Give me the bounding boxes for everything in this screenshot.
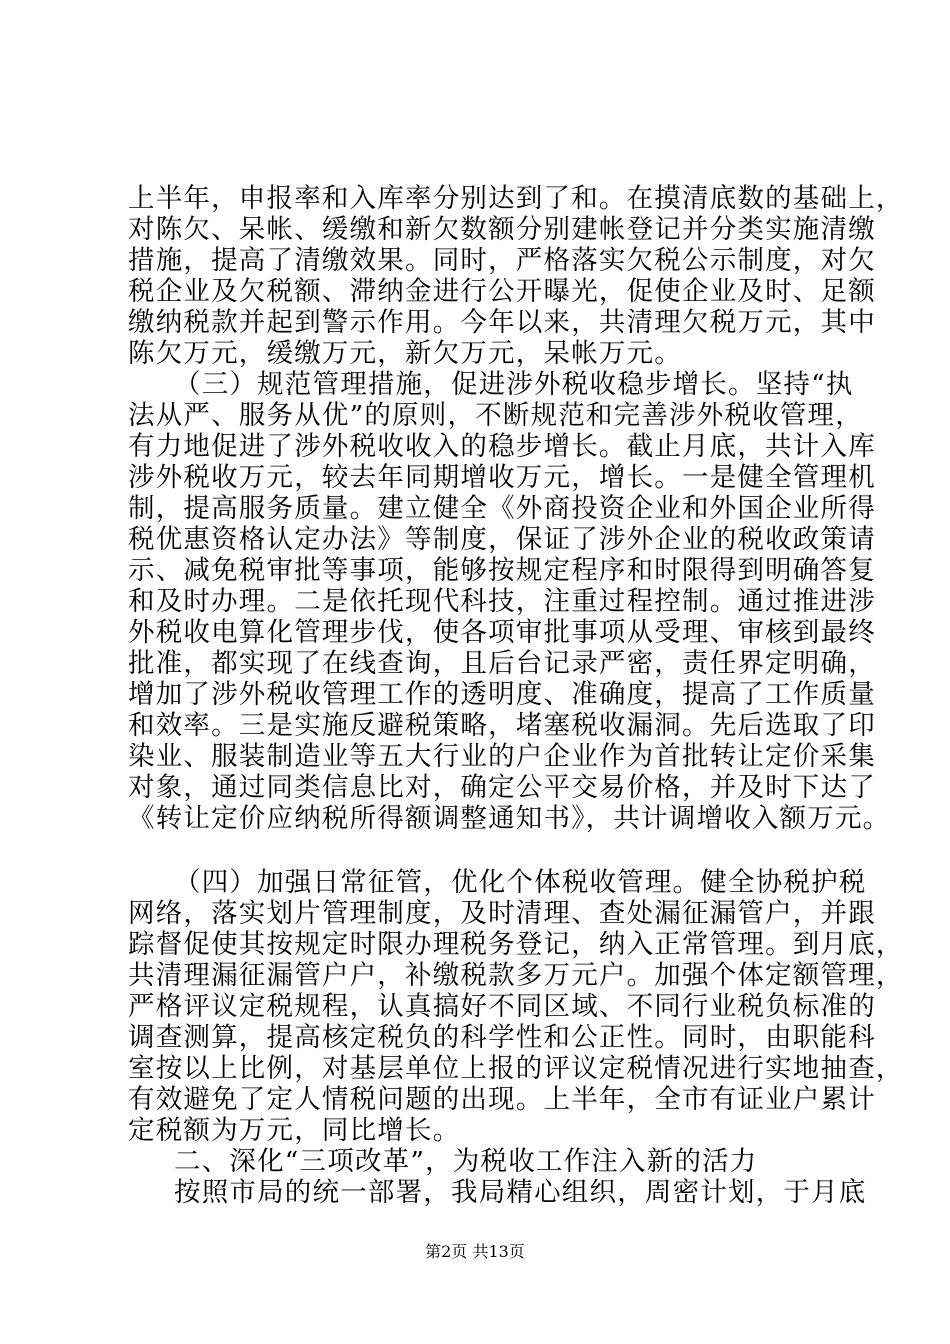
- text-line: 措施，提高了清缴效果。同时，严格落实欠税公示制度，对欠: [128, 245, 876, 276]
- text-line: 网络，落实划片管理制度，及时清理、查处漏征漏管户，并跟: [128, 898, 876, 929]
- text-line: 批准，都实现了在线查询，且后台记录严密，责任界定明确，: [128, 648, 876, 679]
- paragraph-heading: （四）加强日常征管，优化个体税收管理。健全协税护税: [174, 867, 867, 898]
- text-line: 陈欠万元，缓缴万元，新欠万元，呆帐万元。: [128, 338, 682, 369]
- text-line: 严格评议定税规程，认真搞好不同区域、不同行业税负标准的: [128, 991, 876, 1022]
- paragraph-heading: （三）规范管理措施，促进涉外税收稳步增长。坚持“执: [174, 369, 854, 400]
- text-line: 有力地促进了涉外税收收入的稳步增长。截止月底，共计入库: [128, 431, 876, 462]
- text-line: 按照市局的统一部署，我局精心组织，周密计划，于月底: [174, 1177, 867, 1208]
- text-line: 共清理漏征漏管户户，补缴税款多万元户。加强个体定额管理，: [128, 960, 904, 991]
- text-line: 增加了涉外税收管理工作的透明度、准确度，提高了工作质量: [128, 679, 876, 710]
- text-line: 上半年，申报率和入库率分别达到了和。在摸清底数的基础上，: [128, 183, 904, 214]
- text-line: 和及时办理。二是依托现代科技，注重过程控制。通过推进涉: [128, 586, 876, 617]
- text-line: 对象，通过同类信息比对，确定公平交易价格，并及时下达了: [128, 772, 876, 803]
- text-line: 税企业及欠税额、滞纳金进行公开曝光，促使企业及时、足额: [128, 276, 876, 307]
- section-heading: 二、深化“三项改革”，为税收工作注入新的活力: [174, 1146, 758, 1177]
- text-line: 《转让定价应纳税所得额调整通知书》，共计调增收入额万元。: [128, 803, 891, 834]
- text-line: 外税收电算化管理步伐，使各项审批事项从受理、审核到最终: [128, 617, 876, 648]
- text-line: 法从严、服务从优”的原则，不断规范和完善涉外税收管理，: [128, 400, 863, 431]
- text-line: 税优惠资格认定办法》等制度，保证了涉外企业的税收政策请: [128, 524, 876, 555]
- text-line: 缴纳税款并起到警示作用。今年以来，共清理欠税万元，其中: [128, 307, 876, 338]
- text-line: 室按以上比例，对基层单位上报的评议定税情况进行实地抽查，: [128, 1053, 904, 1084]
- text-line: 调查测算，提高核定税负的科学性和公正性。同时，由职能科: [128, 1022, 876, 1053]
- text-line: 和效率。三是实施反避税策略，堵塞税收漏洞。先后选取了印: [128, 710, 876, 741]
- text-line: 涉外税收万元，较去年同期增收万元，增长。一是健全管理机: [128, 462, 876, 493]
- text-line: 染业、服装制造业等五大行业的户企业作为首批转让定价采集: [128, 741, 876, 772]
- text-line: 踪督促使其按规定时限办理税务登记，纳入正常管理。到月底，: [128, 929, 904, 960]
- text-line: 有效避免了定人情税问题的出现。上半年，全市有证业户累计: [128, 1084, 876, 1115]
- text-line: 示、减免税审批等事项，能够按规定程序和时限得到明确答复: [128, 555, 876, 586]
- page-number-footer: 第2页 共13页: [425, 1242, 525, 1261]
- text-line: 定税额为万元，同比增长。: [128, 1115, 461, 1146]
- text-line: 制，提高服务质量。建立健全《外商投资企业和外国企业所得: [128, 493, 876, 524]
- text-line: 对陈欠、呆帐、缓缴和新欠数额分别建帐登记并分类实施清缴: [128, 214, 876, 245]
